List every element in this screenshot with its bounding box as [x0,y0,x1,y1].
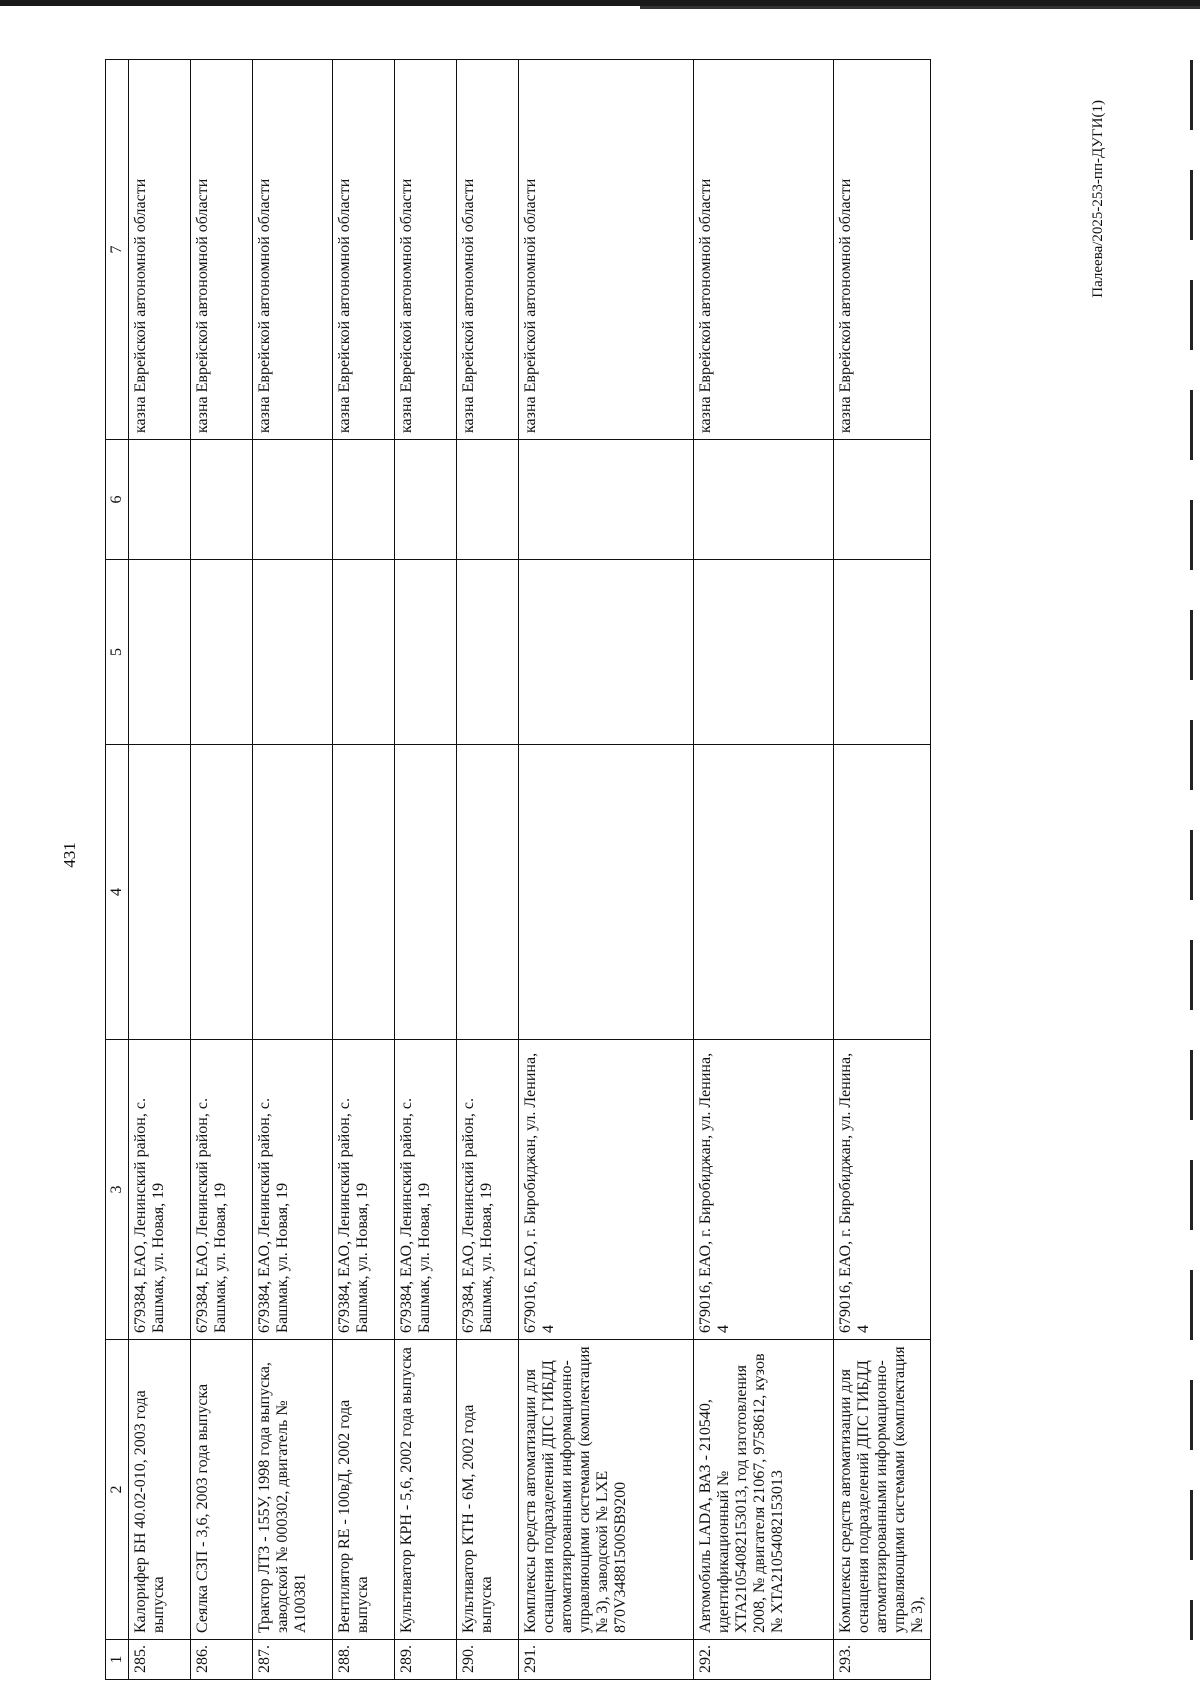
row-number: 290. [457,1640,519,1680]
cell-col-4 [694,745,834,1040]
item-owner: казна Еврейской автономной области [333,60,395,440]
row-number: 292. [694,1640,834,1680]
item-name: Культиватор КТН - 6М, 2002 года выпуска [457,1340,519,1640]
property-register-table [105,59,931,1680]
item-owner: казна Еврейской автономной области [129,60,191,440]
item-address: 679016, ЕАО, г. Биробиджан, ул. Ленина, 4 [519,1040,694,1340]
row-number: 291. [519,1640,694,1680]
row-number: 287. [253,1640,333,1680]
item-owner: казна Еврейской автономной области [694,60,834,440]
row-number: 286. [191,1640,253,1680]
item-address: 679384, ЕАО, Ленинский район, с. Башмак, ул. Новая, 19 [457,1040,519,1340]
table-row [694,60,834,1680]
table-row [395,60,457,1680]
cell-col-6 [129,440,191,560]
table-row [834,60,931,1680]
cell-col-6 [253,440,333,560]
table-row [191,60,253,1680]
cell-col-5 [519,560,694,745]
column-header-2: 2 [106,1340,129,1640]
row-number: 285. [129,1640,191,1680]
table-row [333,60,395,1680]
cell-col-6 [694,440,834,560]
cell-col-4 [834,745,931,1040]
cell-col-5 [129,560,191,745]
table-header-row [106,60,129,1680]
item-name: Вентилятор RE - 100вД, 2002 года выпуска [333,1340,395,1640]
cell-col-4 [253,745,333,1040]
row-number: 289. [395,1640,457,1680]
cell-col-6 [395,440,457,560]
item-owner: казна Еврейской автономной области [457,60,519,440]
column-header-4: 4 [106,745,129,1040]
table-row [129,60,191,1680]
scan-edge-right [1190,60,1193,1640]
cell-col-6 [519,440,694,560]
table-row [457,60,519,1680]
item-address: 679384, ЕАО, Ленинский район, с. Башмак, ул. Новая, 19 [333,1040,395,1340]
cell-col-5 [395,560,457,745]
table-row [253,60,333,1680]
item-address: 679384, ЕАО, Ленинский район, с. Башмак, ул. Новая, 19 [253,1040,333,1340]
cell-col-5 [253,560,333,745]
item-name: Комплексы средств автоматизации для оснащения подразделений ДПС ГИБДД автоматизированными информационно-управляющими системами (комплектация № 3), заводской № LXE 870V34881500SB9200 [519,1340,694,1640]
item-name: Автомобиль LADA, ВАЗ - 210540, идентификационный № XTA21054082153013, год изготовления 2008, № двигателя 21067, 9758612, кузов № XTA21054082153013 [694,1340,834,1640]
document-code: Палеева/2025-253-пп-ДУГИ(1) [1090,100,1106,298]
cell-col-5 [834,560,931,745]
cell-col-6 [834,440,931,560]
item-name: Сеялка СЗП - 3,6, 2003 года выпуска [191,1340,253,1640]
cell-col-6 [191,440,253,560]
item-name: Калорифер БН 40.02-010, 2003 года выпуска [129,1340,191,1640]
column-header-1: 1 [106,1640,129,1680]
cell-col-4 [129,745,191,1040]
column-header-3: 3 [106,1040,129,1340]
item-owner: казна Еврейской автономной области [191,60,253,440]
item-address: 679384, ЕАО, Ленинский район, с. Башмак, ул. Новая, 19 [129,1040,191,1340]
rotated-page [60,30,1170,1680]
cell-col-5 [191,560,253,745]
cell-col-5 [333,560,395,745]
column-header-6: 6 [106,440,129,560]
item-name: Культиватор КРН - 5,6, 2002 года выпуска [395,1340,457,1640]
page-number: 431 [60,842,79,868]
scan-edge-top-secondary [640,6,1200,9]
item-owner: казна Еврейской автономной области [519,60,694,440]
cell-col-5 [694,560,834,745]
cell-col-4 [395,745,457,1040]
cell-col-5 [457,560,519,745]
item-address: 679384, ЕАО, Ленинский район, с. Башмак, ул. Новая, 19 [395,1040,457,1340]
row-number: 293. [834,1640,931,1680]
cell-col-4 [519,745,694,1040]
cell-col-4 [191,745,253,1040]
cell-col-4 [457,745,519,1040]
table-row [519,60,694,1680]
item-owner: казна Еврейской автономной области [834,60,931,440]
item-owner: казна Еврейской автономной области [395,60,457,440]
column-header-7: 7 [106,60,129,440]
item-address: 679016, ЕАО, г. Биробиджан, ул. Ленина, 4 [834,1040,931,1340]
cell-col-6 [333,440,395,560]
cell-col-6 [457,440,519,560]
item-name: Трактор ЛТЗ - 155У, 1998 года выпуска, заводской № 000302, двигатель № А100381 [253,1340,333,1640]
item-owner: казна Еврейской автономной области [253,60,333,440]
row-number: 288. [333,1640,395,1680]
item-address: 679016, ЕАО, г. Биробиджан, ул. Ленина, 4 [694,1040,834,1340]
cell-col-4 [333,745,395,1040]
item-name: Комплексы средств автоматизации для оснащения подразделений ДПС ГИБДД автоматизированными информационно-управляющими системами (комплектация № 3), [834,1340,931,1640]
column-header-5: 5 [106,560,129,745]
item-address: 679384, ЕАО, Ленинский район, с. Башмак, ул. Новая, 19 [191,1040,253,1340]
